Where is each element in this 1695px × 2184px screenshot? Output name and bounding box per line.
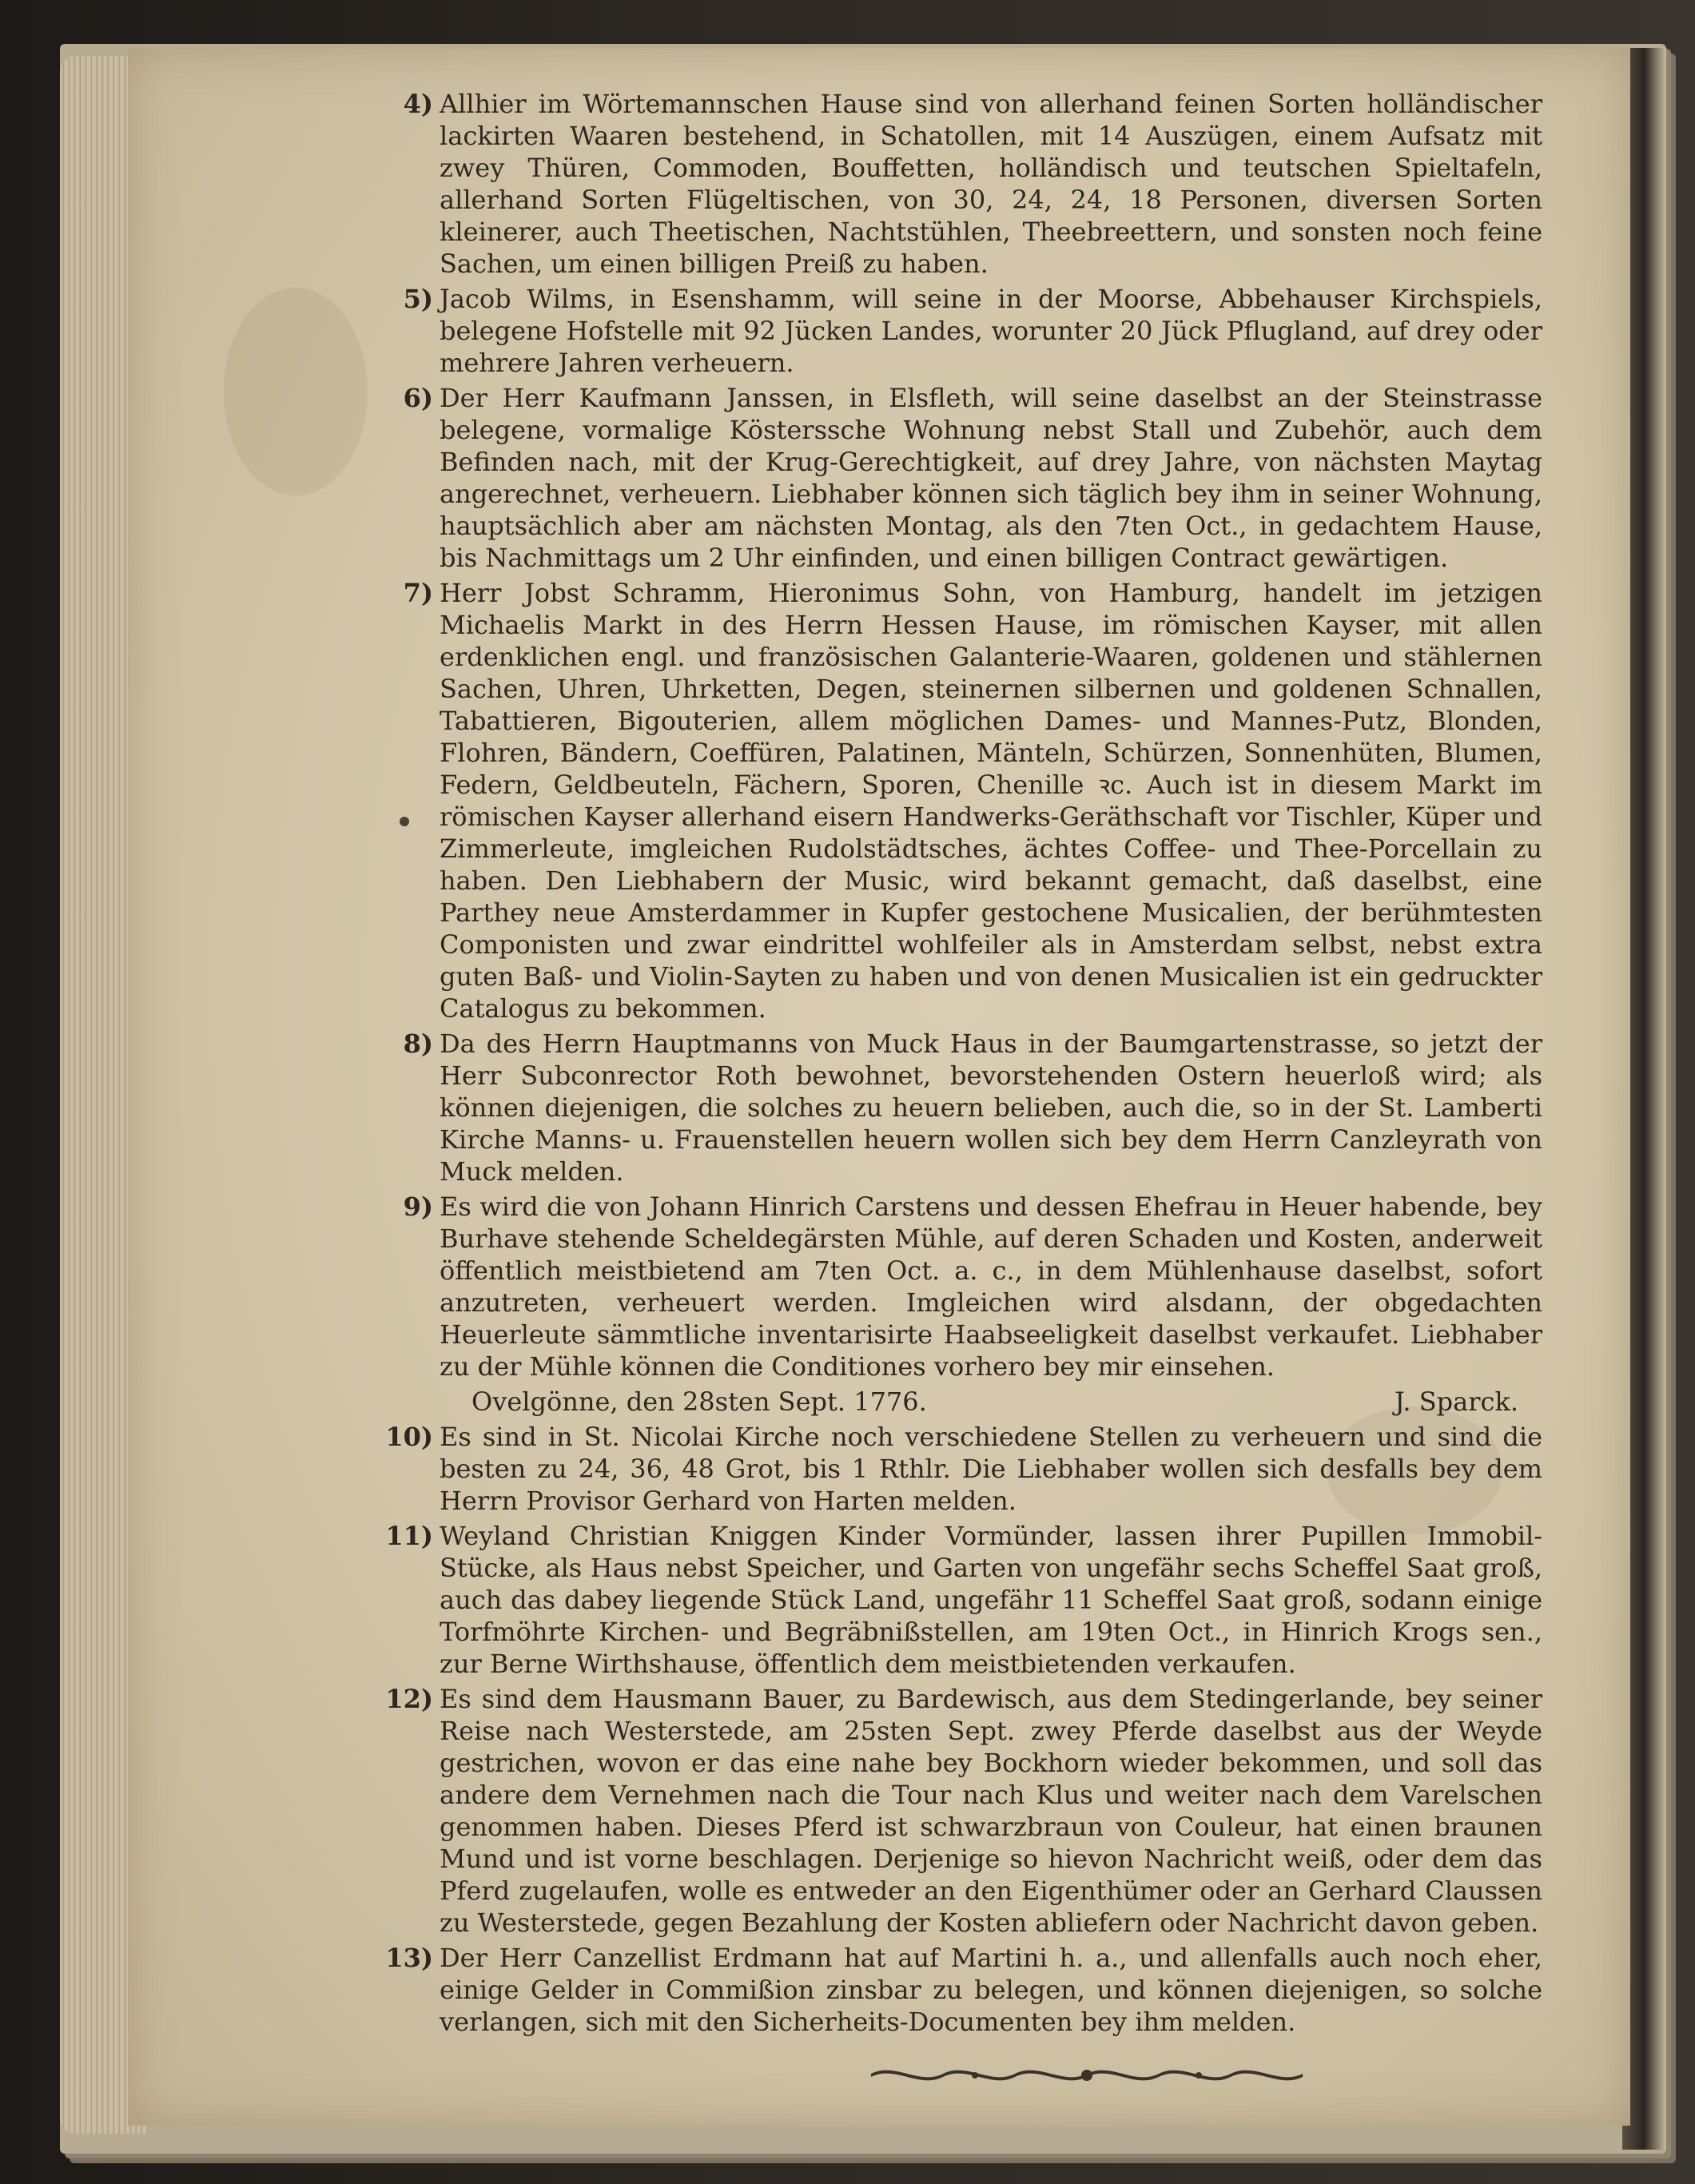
entry-number: 12): [385, 1684, 433, 1714]
notice-entry: [384, 382, 1542, 574]
entry-number: 5): [403, 284, 433, 314]
entry-number: 6): [403, 383, 433, 413]
notice-entry: [384, 1191, 1542, 1382]
entry-text: Weyland Christian Kniggen Kinder Vormünder, lassen ihrer Pupillen Immobil-Stücke, als Haus nebst Speicher, und Garten von ungefähr sechs Scheffel Saat groß, auch das dabey liegende Stück Land, ungefähr 11 Scheffel Saat groß, sodann einige Torfmöhrte Kirchen- und Begräbnißstellen, am 19ten Oct., in Hinrich Krogs sen., zur Berne Wirthshause, öffentlich dem meistbietenden verkaufen.: [440, 1521, 1542, 1679]
decorative-ornament-icon: [863, 2058, 1311, 2090]
notice-entry: [384, 1028, 1542, 1187]
entry-number: 8): [403, 1028, 433, 1059]
entry-number: 10): [385, 1422, 433, 1452]
dateline: [384, 1386, 1542, 1418]
entry-text: Jacob Wilms, in Esenshamm, will seine in der Moorse, Abbehauser Kirchspiels, belegene Hofstelle mit 92 Jücken Landes, worunter 20 Jück Pflugland, auf drey oder mehrere Jahren verheuern.: [440, 284, 1542, 378]
entry-text: Allhier im Wörtemannschen Hause sind von allerhand feinen Sorten holländischer lackirten Waaren bestehend, in Schatollen, mit 14 Auszügen, einem Aufsatz mit zwey Thüren, Commoden, Bouffetten, holländisch und teutschen Spieltafeln, allerhand Sorten Flügeltischen, von 30, 24, 24, 18 Personen, diversen Sorten kleinerer, auch Theetischen, Nachtstühlen, Theebreettern, und sonsten noch feine Sachen, um einen billigen Preiß zu haben.: [440, 89, 1542, 279]
place-date: Ovelgönne, den 28sten Sept. 1776.: [471, 1386, 927, 1417]
entry-number: 9): [403, 1191, 433, 1222]
entry-text: Herr Jobst Schramm, Hieronimus Sohn, von Hamburg, handelt im jetzigen Michaelis Markt in des Herrn Hessen Hause, im römischen Kayser, mit allen erdenklichen engl. und französischen Galanterie-Waaren, goldenen und stählernen Sachen, Uhren, Uhrketten, Degen, steinernen silbernen und goldenen Schnallen, Tabattieren, Bigouterien, allem möglichen Dames- und Mannes-Putz, Blonden, Flohren, Bändern, Coeffüren, Palatinen, Mänteln, Schürzen, Sonnenhüten, Blumen, Federn, Geldbeuteln, Fächern, Sporen, Chenille ꝛc. Auch ist in diesem Markt im römischen Kayser allerhand eisern Handwerks-Geräthschaft vor Tischler, Küper und Zimmerleute, imgleichen Rudolstädtsches, ächtes Coffee- und Thee-Porcellain zu haben. Den Liebhabern der Music, wird bekannt gemacht, daß daselbst, eine Parthey neue Amsterdammer in Kupfer gestochene Musicalien, der berühmtesten Componisten und zwar eindrittel wohlfeiler als in Amsterdam selbst, nebst extra guten Baß- und Violin-Sayten zu haben und von denen Musicalien ist ein gedruckter Catalogus zu bekommen.: [440, 578, 1542, 1024]
entry-text: Der Herr Kaufmann Janssen, in Elsfleth, will seine daselbst an der Steinstrasse belegene, vormalige Kösterssche Wohnung nebst Stall und Zubehör, auch dem Befinden nach, mit der Krug-Gerechtigkeit, auf drey Jahre, von nächsten Maytag angerechnet, verheuern. Liebhaber können sich täglich bey ihm in seiner Wohnung, hauptsächlich aber am nächsten Montag, als den 7ten Oct., in gedachtem Hause, bis Nachmittags um 2 Uhr einfinden, und einen billigen Contract gewärtigen.: [440, 383, 1542, 573]
notice-entry: [384, 1520, 1542, 1680]
notice-entry: [384, 283, 1542, 379]
entry-number: 13): [385, 1943, 433, 1973]
notice-entry: [384, 88, 1542, 280]
entry-number: 7): [403, 578, 433, 608]
notice-entry: [384, 1683, 1542, 1939]
notice-entry: [384, 1942, 1542, 2038]
entry-text: Es wird die von Johann Hinrich Carstens und dessen Ehefrau in Heuer habende, bey Burhave stehende Scheldegärsten Mühle, auf deren Schaden und Kosten, anderweit öffentlich meistbietend am 7ten Oct. a. c., in dem Mühlenhause daselbst, sofort anzutreten, verheuert werden. Imgleichen wird alsdann, der obgedachten Heuerleute sämmtliche inventarisirte Haabseeligkeit daselbst verkaufet. Liebhaber zu der Mühle können die Conditiones vorhero bey mir einsehen.: [440, 1191, 1542, 1382]
paper-stain: [224, 288, 368, 495]
entry-text: Der Herr Canzellist Erdmann hat auf Martini h. a., und allenfalls auch noch eher, einige Gelder in Commißion zinsbar zu belegen, und können diejenigen, so solche verlangen, sich mit den Sicherheits-Documenten bey ihm melden.: [440, 1943, 1542, 2037]
entry-number: 11): [385, 1521, 433, 1551]
entry-text: Da des Herrn Hauptmanns von Muck Haus in der Baumgartenstrasse, so jetzt der Herr Subconrector Roth bewohnet, bevorstehenden Ostern heuerloß wird; als können diejenigen, die solches zu heuern belieben, auch die, so in der St. Lamberti Kirche Manns- u. Frauenstellen heuern wollen sich bey dem Herrn Canzleyrath von Muck melden.: [440, 1028, 1542, 1187]
signature: J. Sparck.: [1395, 1386, 1518, 1417]
entry-text: Es sind dem Hausmann Bauer, zu Bardewisch, aus dem Stedingerlande, bey seiner Reise nach Westerstede, am 25sten Sept. zwey Pferde daselbst aus der Weyde gestrichen, wovon er das eine nahe bey Bockhorn wieder bekommen, und soll das andere dem Vernehmen nach die Tour nach Klus und weiter nach dem Varelschen genommen haben. Dieses Pferd ist schwarzbraun von Couleur, hat einen braunen Mund und ist vorne beschlagen. Derjenige so hievon Nachricht weiß, oder dem das Pferd zugelaufen, wolle es entweder an den Eigenthümer oder an Gerhard Claussen zu Westerstede, gegen Bezahlung der Kosten abliefern oder Nachricht davon geben.: [440, 1684, 1542, 1938]
entry-number: 4): [403, 89, 433, 119]
notice-entry: [384, 577, 1542, 1024]
notice-entry: [384, 1421, 1542, 1517]
text-body: [384, 88, 1542, 2041]
entry-text: Es sind in St. Nicolai Kirche noch verschiedene Stellen zu verheuern und sind die besten zu 24, 36, 48 Grot, bis 1 Rthlr. Die Liebhaber wollen sich desfalls bey dem Herrn Provisor Gerhard von Harten melden.: [440, 1422, 1542, 1516]
